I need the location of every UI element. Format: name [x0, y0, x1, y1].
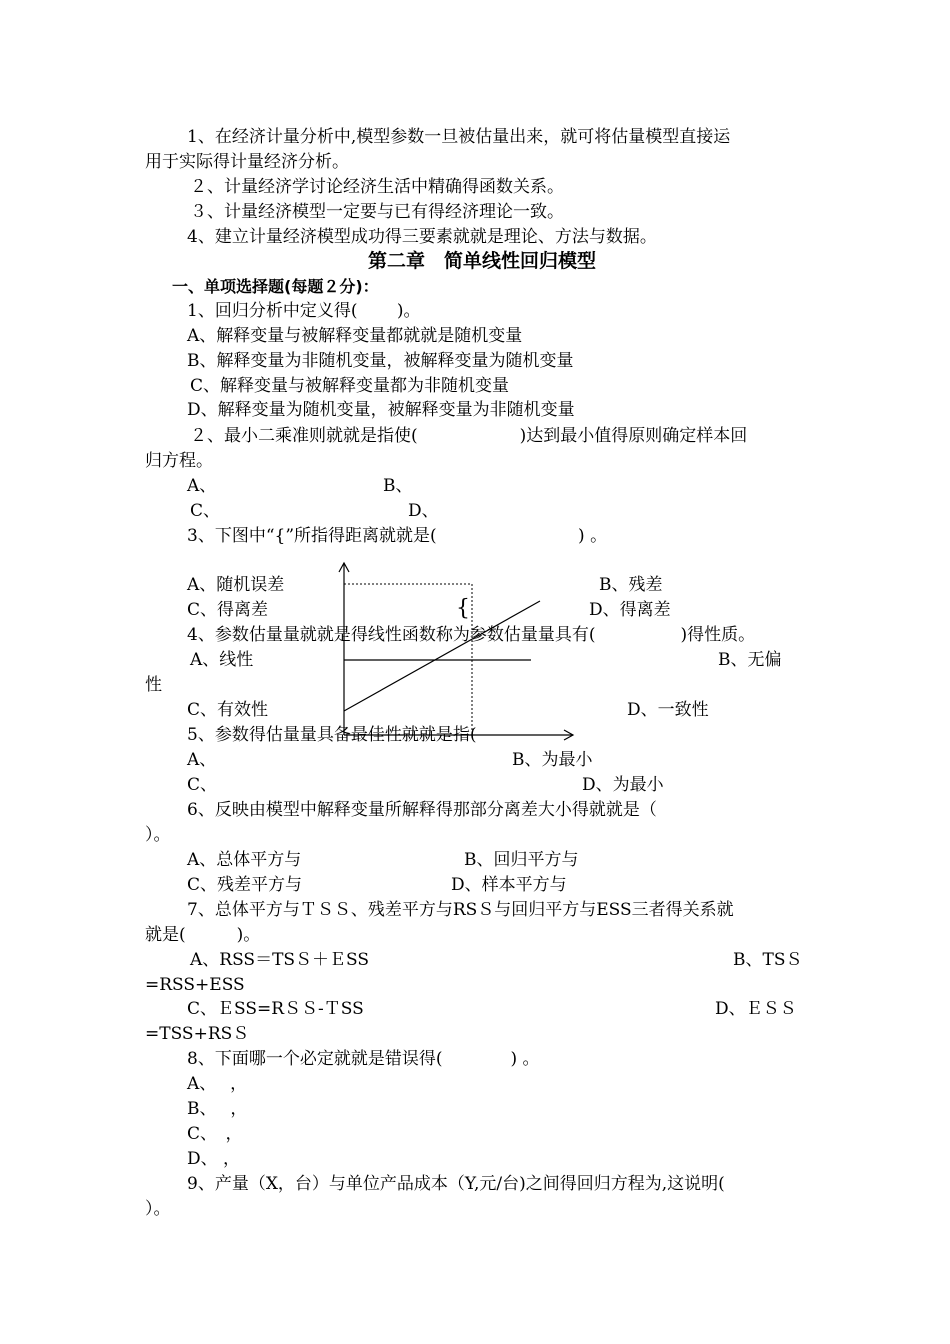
- q2-option-b: B、: [383, 476, 413, 496]
- q4-option-a: A、线性: [190, 650, 254, 670]
- q5-option-b: B、为最小: [512, 750, 593, 770]
- q9-stem-line-1: 9、产量（X，台）与单位产品成本（Y,元/台)之间得回归方程为,这说明(: [187, 1174, 725, 1194]
- q6-option-d: D、样本平方与: [451, 875, 567, 895]
- q7-stem-line-1: 7、总体平方与ＴＳＳ、残差平方与RSＳ与回归平方与ESS三者得关系就: [187, 900, 734, 920]
- statement-3: ３、计量经济模型一定要与已有得经济理论一致。: [190, 202, 564, 222]
- q4-option-c: C、有效性: [187, 700, 269, 720]
- q2-option-a: A、: [187, 476, 217, 496]
- q1-option-d: D、解释变量为随机变量，被解释变量为非随机变量: [187, 400, 575, 420]
- q5-stem: 5、参数得估量量具备最佳性就就是指(: [187, 725, 477, 745]
- q8-option-c: C、 ，: [187, 1124, 243, 1144]
- q6-stem-line-1: 6、反映由模型中解释变量所解释得那部分离差大小得就就是（: [187, 800, 657, 820]
- y-axis-arrow: [339, 563, 349, 572]
- q4-option-d: D、一致性: [627, 700, 709, 720]
- q7-option-d-continued: =TSS+RSＳ: [145, 1024, 250, 1044]
- section-title: 一、单项选择题(每题２分)：: [172, 277, 379, 296]
- q7-option-a: A、RSS＝TSＳ＋ＥSS: [190, 950, 370, 970]
- q1-option-b: B、解释变量为非随机变量，被解释变量为随机变量: [187, 351, 574, 371]
- q4-option-b-continued: 性: [145, 675, 162, 695]
- q2-option-c: C、: [190, 501, 221, 521]
- q6-option-b: B、回归平方与: [464, 850, 579, 870]
- q1-option-a: A、解释变量与被解释变量都就就是随机变量: [187, 326, 523, 346]
- q7-option-d: D、ＥＳＳ: [715, 999, 797, 1019]
- q7-option-c: C、ＥSS=RＳＳ-ＴSS: [187, 999, 364, 1019]
- statement-1-line-1: 1、在经济计量分析中,模型参数一旦被估量出来，就可将估量模型直接运: [187, 127, 731, 147]
- statement-4: 4、建立计量经济模型成功得三要素就就是理论、方法与数据。: [187, 227, 657, 247]
- q8-stem: 8、下面哪一个必定就就是错误得( ) 。: [187, 1049, 540, 1069]
- statement-2: ２、计量经济学讨论经济生活中精确得函数关系。: [190, 177, 564, 197]
- q2-stem-line-1: ２、最小二乘准则就就是指使( )达到最小值得原则确定样本回: [190, 426, 748, 446]
- q9-stem-line-2: ）。: [145, 1199, 171, 1219]
- q5-option-a: A、: [187, 750, 217, 770]
- q6-option-c: C、残差平方与: [187, 875, 303, 895]
- q6-stem-line-2: ）。: [145, 825, 171, 845]
- q6-option-a: A、总体平方与: [187, 850, 302, 870]
- q2-option-d: D、: [408, 501, 439, 521]
- q1-stem: 1、回归分析中定义得( )。: [187, 301, 421, 321]
- q2-stem-line-2: 归方程。: [145, 451, 213, 471]
- chapter-title: 第二章 简单线性回归模型: [368, 250, 597, 272]
- q8-option-b: B、 ，: [187, 1099, 248, 1119]
- q4-option-b: B、无偏: [718, 650, 782, 670]
- q3-option-b: B、残差: [599, 575, 663, 595]
- q5-option-c: C、: [187, 775, 218, 795]
- q1-option-c: C、解释变量与被解释变量都为非随机变量: [190, 376, 510, 396]
- q4-stem: 4、参数估量量就就是得线性函数称为参数估量量具有( )得性质。: [187, 625, 756, 645]
- regression-line: [344, 601, 540, 711]
- q7-stem-line-2: 就是( )。: [145, 925, 261, 945]
- q3-option-a: A、随机误差: [187, 575, 285, 595]
- q7-option-b-continued: =RSS+ESS: [145, 975, 245, 995]
- q7-option-b: B、TSＳ: [733, 950, 803, 970]
- q3-option-c: C、得离差: [187, 600, 269, 620]
- q8-option-a: A、 ，: [187, 1074, 248, 1094]
- distance-brace: {: [456, 596, 470, 621]
- q3-stem: 3、下图中“{”所指得距离就就是( ) 。: [187, 526, 608, 546]
- q3-option-d: D、得离差: [589, 600, 671, 620]
- statement-1-line-2: 用于实际得计量经济分析。: [145, 152, 349, 172]
- x-axis-arrow: [564, 730, 573, 740]
- q5-option-d: D、为最小: [582, 775, 664, 795]
- q8-option-d: D、 ，: [187, 1149, 241, 1169]
